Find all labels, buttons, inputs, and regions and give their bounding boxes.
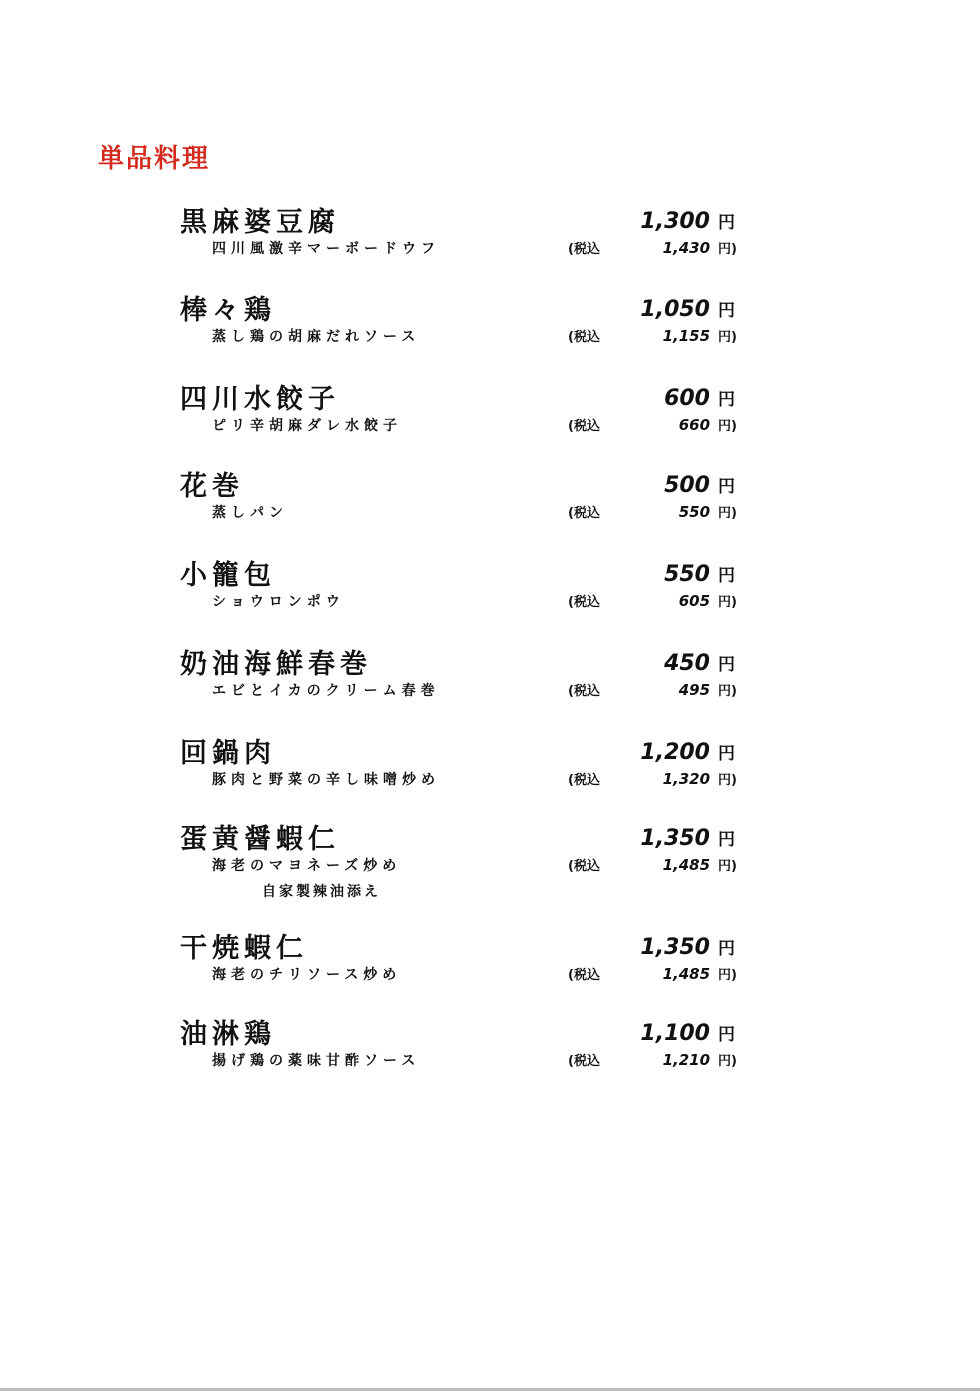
menu-item <box>0 926 980 1006</box>
tax-included-label: (税込 <box>568 968 600 983</box>
tax-included-label: (税込 <box>568 684 600 699</box>
price-tax-included <box>679 415 737 434</box>
price <box>664 561 735 587</box>
price <box>640 739 735 765</box>
price <box>640 208 735 234</box>
price-tax-value: 605 <box>678 592 711 610</box>
price-tax-value: 1,210 <box>662 1051 711 1069</box>
price-value: 1,100 <box>640 1021 710 1046</box>
tax-included-label: (税込 <box>568 330 600 345</box>
price <box>640 1020 735 1046</box>
item-description: ショウロンポウ <box>212 594 345 610</box>
price-value: 1,350 <box>640 935 710 960</box>
item-description: 蒸し鶏の胡麻だれソース <box>212 329 421 345</box>
price-tax-included <box>679 502 737 521</box>
price-value: 500 <box>664 473 710 498</box>
tax-included-label: (税込 <box>568 419 600 434</box>
price-tax-value: 1,430 <box>662 239 711 257</box>
menu-item <box>0 1012 980 1092</box>
item-description: 四川風激辛マーボードウフ <box>212 241 440 257</box>
price-tax-included <box>663 326 737 345</box>
price <box>664 650 735 676</box>
price <box>664 385 735 411</box>
yen-sign: 円) <box>718 1054 737 1069</box>
item-name: 小籠包 <box>180 560 276 591</box>
menu-item <box>0 288 980 368</box>
price <box>640 934 735 960</box>
tax-included-label: (税込 <box>568 595 600 610</box>
item-name: 花巻 <box>180 471 244 502</box>
yen-sign: 円 <box>718 301 735 321</box>
tax-included-label: (税込 <box>568 1054 600 1069</box>
price-value: 1,300 <box>640 209 710 234</box>
price-tax-value: 1,485 <box>662 965 711 983</box>
yen-sign: 円) <box>718 330 737 345</box>
menu-item <box>0 817 980 907</box>
item-name: 回鍋肉 <box>180 738 276 769</box>
item-description: 海老のチリソース炒め <box>212 967 402 983</box>
item-name: 干焼蝦仁 <box>180 933 308 964</box>
price-value: 600 <box>664 386 710 411</box>
item-name: 四川水餃子 <box>180 384 340 415</box>
item-description: 揚げ鶏の薬味甘酢ソース <box>212 1053 421 1069</box>
price <box>640 825 735 851</box>
price <box>664 472 735 498</box>
price-tax-value: 1,320 <box>662 770 711 788</box>
price-value: 550 <box>664 562 710 587</box>
item-description: エビとイカのクリーム春巻 <box>212 683 440 699</box>
yen-sign: 円 <box>718 744 735 764</box>
price-tax-included <box>663 964 737 983</box>
yen-sign: 円) <box>718 859 737 874</box>
price-value: 1,050 <box>640 297 710 322</box>
yen-sign: 円) <box>718 773 737 788</box>
yen-sign: 円 <box>718 477 735 497</box>
item-description: 豚肉と野菜の辛し味噌炒め <box>212 772 440 788</box>
tax-included-label: (税込 <box>568 506 600 521</box>
yen-sign: 円 <box>718 830 735 850</box>
yen-sign: 円) <box>718 595 737 610</box>
yen-sign: 円 <box>718 390 735 410</box>
tax-included-label: (税込 <box>568 242 600 257</box>
yen-sign: 円 <box>718 1025 735 1045</box>
item-name: 奶油海鮮春巻 <box>180 649 372 680</box>
yen-sign: 円 <box>718 655 735 675</box>
price-tax-value: 550 <box>678 503 711 521</box>
menu-item <box>0 200 980 280</box>
price-value: 1,200 <box>640 740 710 765</box>
yen-sign: 円) <box>718 684 737 699</box>
item-name: 蛋黄醤蝦仁 <box>180 824 340 855</box>
item-description: 海老のマヨネーズ炒め <box>212 858 402 874</box>
item-name: 棒々鶏 <box>180 295 276 326</box>
item-name: 黒麻婆豆腐 <box>180 207 340 238</box>
price-tax-value: 495 <box>678 681 711 699</box>
price-tax-value: 1,155 <box>662 327 711 345</box>
menu-item <box>0 377 980 457</box>
price-tax-included <box>663 769 737 788</box>
yen-sign: 円) <box>718 968 737 983</box>
yen-sign: 円 <box>718 566 735 586</box>
yen-sign: 円 <box>718 213 735 233</box>
menu-item <box>0 553 980 633</box>
item-name: 油淋鶏 <box>180 1019 276 1050</box>
price-tax-value: 1,485 <box>662 856 711 874</box>
yen-sign: 円) <box>718 242 737 257</box>
menu-item <box>0 642 980 722</box>
price-tax-included <box>663 1050 737 1069</box>
price-tax-value: 660 <box>678 416 711 434</box>
tax-included-label: (税込 <box>568 773 600 788</box>
price <box>640 296 735 322</box>
menu-item <box>0 731 980 811</box>
price-value: 1,350 <box>640 826 710 851</box>
yen-sign: 円) <box>718 419 737 434</box>
price-tax-included <box>679 591 737 610</box>
tax-included-label: (税込 <box>568 859 600 874</box>
item-note: 自家製辣油添え <box>262 884 381 900</box>
item-description: ピリ辛胡麻ダレ水餃子 <box>212 418 402 434</box>
item-description: 蒸しパン <box>212 505 288 521</box>
section-title: 単品料理 <box>98 144 211 174</box>
price-tax-included <box>663 855 737 874</box>
price-tax-included <box>679 680 737 699</box>
price-tax-included <box>663 238 737 257</box>
menu-item <box>0 464 980 544</box>
yen-sign: 円) <box>718 506 737 521</box>
yen-sign: 円 <box>718 939 735 959</box>
price-value: 450 <box>664 651 710 676</box>
